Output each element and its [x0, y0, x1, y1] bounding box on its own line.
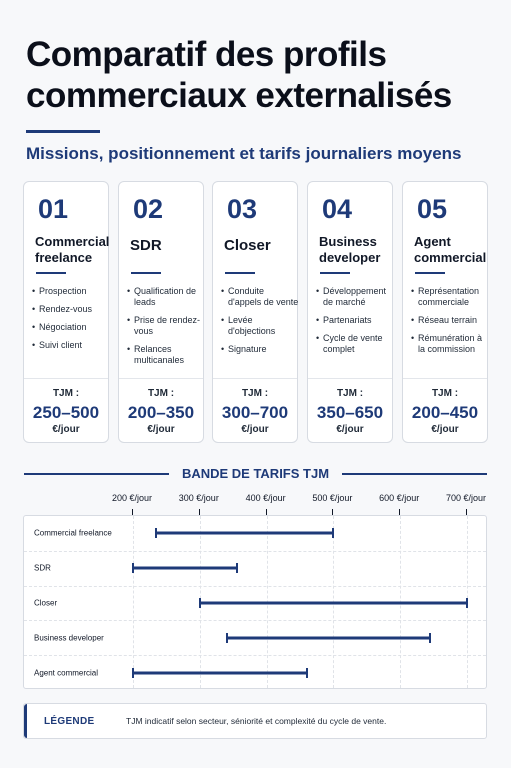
range-bar-end-cap	[466, 598, 468, 608]
grid-line	[133, 516, 134, 688]
card-separator	[119, 378, 203, 379]
card-divider	[415, 272, 445, 274]
card-number: 05	[417, 194, 448, 224]
card-title: Business developer	[319, 234, 381, 265]
range-bar	[200, 602, 467, 605]
card-mission-list	[32, 286, 110, 358]
legend-title: LÉGENDE	[44, 716, 95, 727]
card-separator	[403, 378, 487, 379]
card-divider	[225, 272, 255, 274]
card-mission-list	[127, 286, 205, 373]
range-bar-end-cap	[306, 668, 308, 678]
row-divider	[24, 655, 486, 656]
range-bar	[133, 567, 237, 570]
card-number: 01	[38, 194, 69, 224]
list-item: • Suivi client	[32, 340, 110, 351]
list-item: • Relances multicanales	[127, 344, 205, 366]
x-tick-label: 400 €/jour	[245, 493, 286, 503]
tjm-range: 200–450	[411, 403, 479, 422]
range-bar-start-cap	[132, 668, 134, 678]
row-divider	[24, 586, 486, 587]
tjm-label: TJM :	[431, 388, 459, 399]
band-title-rule-right	[342, 473, 487, 475]
profile-card	[402, 181, 488, 443]
range-bar-start-cap	[226, 633, 228, 643]
tjm-label: TJM :	[241, 388, 269, 399]
tjm-label: TJM :	[52, 388, 80, 399]
tjm-unit: €/jour	[336, 424, 364, 435]
range-bar-start-cap	[199, 598, 201, 608]
range-bar	[156, 532, 333, 535]
tjm-range: 350–650	[316, 403, 384, 422]
row-divider	[24, 551, 486, 552]
x-tick-label: 500 €/jour	[312, 493, 353, 503]
range-bar-end-cap	[236, 563, 238, 573]
category-label: Commercial freelance	[34, 528, 112, 538]
card-divider	[131, 272, 161, 274]
list-item: • Représentation commerciale	[411, 286, 489, 308]
x-tick-label: 200 €/jour	[111, 493, 153, 503]
category-label: Business developer	[34, 633, 104, 643]
x-tick-label: 600 €/jour	[379, 493, 420, 503]
list-item: • Développement de marché	[316, 286, 394, 308]
list-item: • Rendez-vous	[32, 304, 110, 315]
card-number: 04	[322, 194, 353, 224]
card-divider	[320, 272, 350, 274]
title-underline	[26, 130, 100, 133]
card-separator	[213, 378, 297, 379]
tjm-label: TJM :	[147, 388, 175, 399]
card-mission-list	[316, 286, 394, 362]
tjm-range-chart	[23, 515, 487, 689]
tjm-range: 200–350	[127, 403, 195, 422]
profile-cards	[23, 181, 488, 443]
list-item: • Négociation	[32, 322, 110, 333]
card-title: Closer	[224, 237, 271, 254]
range-bar	[227, 636, 431, 639]
card-number: 02	[133, 194, 164, 224]
tjm-unit: €/jour	[147, 424, 175, 435]
card-title: SDR	[130, 237, 162, 254]
range-bar	[133, 671, 307, 674]
range-bar-end-cap	[332, 528, 334, 538]
tjm-unit: €/jour	[241, 424, 269, 435]
list-item: • Signature	[221, 344, 299, 355]
profile-card	[212, 181, 298, 443]
tjm-unit: €/jour	[52, 424, 80, 435]
profile-card	[307, 181, 393, 443]
profile-card	[23, 181, 109, 443]
card-title: Agent commercial	[414, 234, 487, 265]
card-mission-list	[221, 286, 299, 362]
card-separator	[24, 378, 108, 379]
profile-card	[118, 181, 204, 443]
tjm-range: 250–500	[32, 403, 100, 422]
legend-text: TJM indicatif selon secteur, séniorité et complexité du cycle de vente.	[126, 716, 387, 726]
list-item: • Qualification de leads	[127, 286, 205, 308]
legend-box	[23, 703, 487, 739]
card-separator	[308, 378, 392, 379]
range-bar-start-cap	[155, 528, 157, 538]
list-item: • Conduite d'appels de vente	[221, 286, 299, 308]
list-item: • Rémunération à la commission	[411, 333, 489, 355]
category-label: SDR	[34, 563, 51, 573]
list-item: • Partenariats	[316, 315, 394, 326]
list-item: • Levée d'objections	[221, 315, 299, 337]
legend-accent-bar	[24, 704, 27, 738]
card-number: 03	[227, 194, 258, 224]
band-title-rule-left	[24, 473, 169, 475]
tjm-label: TJM :	[336, 388, 364, 399]
category-label: Agent commercial	[34, 668, 99, 678]
card-mission-list	[411, 286, 489, 362]
list-item: • Prise de rendez-vous	[127, 315, 205, 337]
list-item: • Prospection	[32, 286, 110, 297]
row-divider	[24, 620, 486, 621]
tjm-range: 300–700	[221, 403, 289, 422]
list-item: • Cycle de vente complet	[316, 333, 394, 355]
band-title: BANDE DE TARIFS TJM	[181, 466, 330, 481]
range-bar-start-cap	[132, 563, 134, 573]
range-bar-end-cap	[429, 633, 431, 643]
card-divider	[36, 272, 66, 274]
tjm-unit: €/jour	[431, 424, 459, 435]
x-tick-label: 700 €/jour	[445, 493, 487, 503]
card-title: Commercial freelance	[35, 234, 110, 265]
page-subtitle: Missions, positionnement et tarifs journaliers moyens	[26, 144, 462, 163]
x-tick-label: 300 €/jour	[178, 493, 219, 503]
page-title: Comparatif des profils commerciaux externalisés	[26, 35, 452, 115]
list-item: • Réseau terrain	[411, 315, 489, 326]
category-label: Closer	[34, 598, 58, 608]
